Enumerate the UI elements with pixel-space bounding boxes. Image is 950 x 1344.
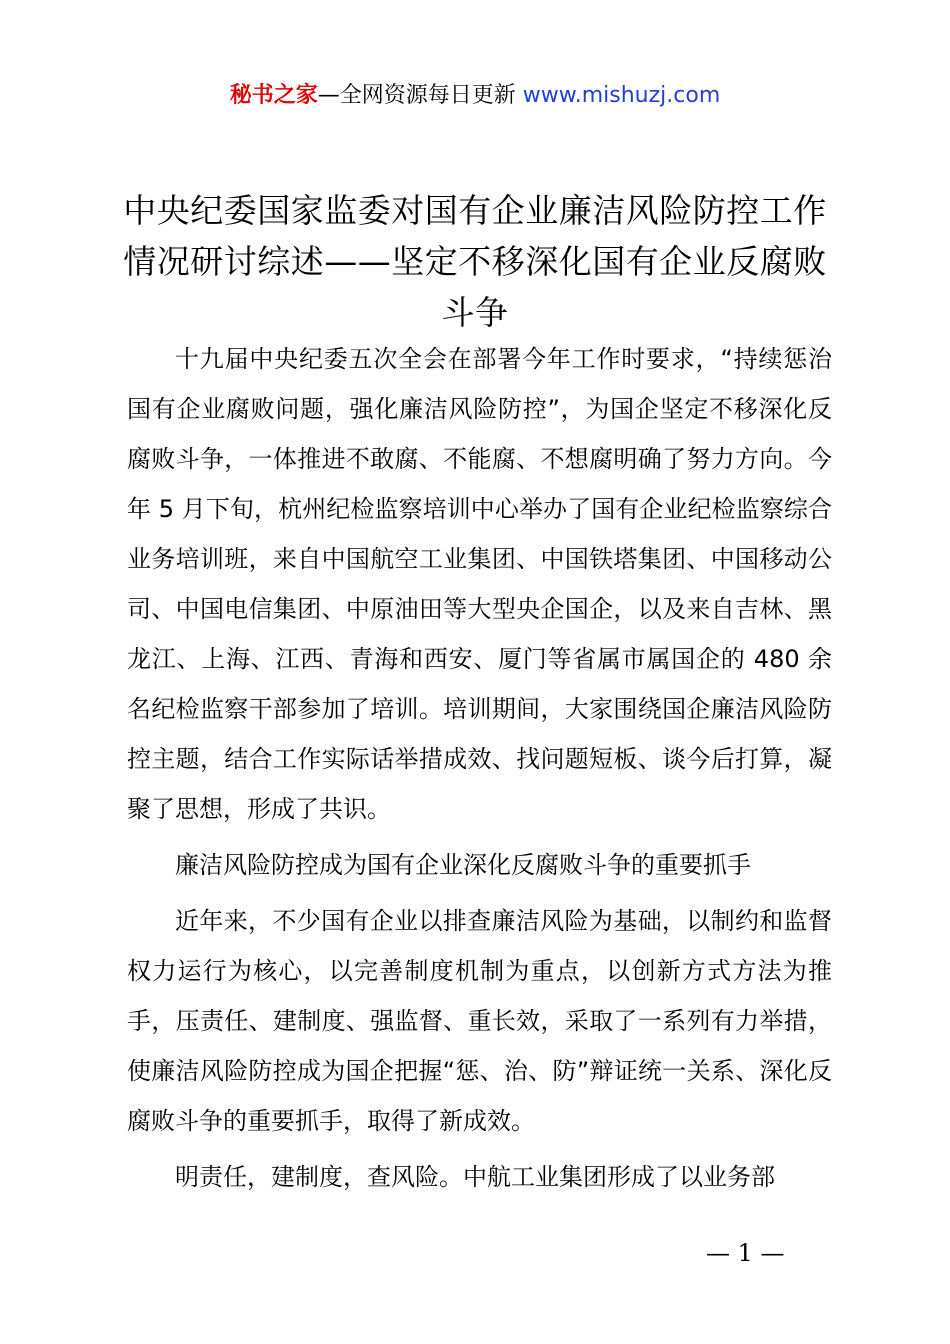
paragraph: 明责任，建制度，查风险。中航工业集团形成了以业务部 [175, 1163, 775, 1191]
document-body [127, 334, 832, 1202]
site-tagline: —全网资源每日更新 [317, 83, 523, 108]
document-title: 中央纪委国家监委对国有企业廉洁风险防控工作情况研讨综述——坚定不移深化国有企业反腐败斗争 [123, 191, 827, 332]
paragraph: 十九届中央纪委五次全会在部署今年工作时要求，“持续惩治国有企业腐败问题，强化廉洁风险防控”，为国企坚定不移深化反腐败斗争，一体推进不敢腐、不能腐、不想腐明确了努力方向。今年 5 月下旬，杭州纪检监察培训中心举办了国有企业纪检监察综合业务培训班，来自中国航空工业集团、中国铁塔集团、中国移动公司、中国电信集团、中原油田等大型央企国企，以及来自吉林、黑龙江、上海、江西、青海和西安、厦门等省属市属国企的 480 余名纪检监察干部参加了培训。培训期间，大家围绕国企廉洁风险防控主题，结合工作实际话举措成效、找问题短板、谈今后打算，凝聚了思想，形成了共识。 [127, 345, 832, 823]
page-number: — 1 — [706, 1239, 785, 1267]
site-url-link[interactable]: www.mishuzj.com [522, 83, 721, 108]
paragraph: 近年来，不少国有企业以排查廉洁风险为基础，以制约和监督权力运行为核心，以完善制度机制为重点，以创新方式方法为推手，压责任、建制度、强监督、重长效，采取了一系列有力举措，使廉洁风险防控成为国企把握“惩、治、防”辩证统一关系、深化反腐败斗争的重要抓手，取得了新成效。 [127, 907, 832, 1135]
section-heading: 廉洁风险防控成为国有企业深化反腐败斗争的重要抓手 [175, 851, 751, 879]
site-brand: 秘书之家 [229, 83, 318, 108]
site-header [0, 80, 950, 112]
